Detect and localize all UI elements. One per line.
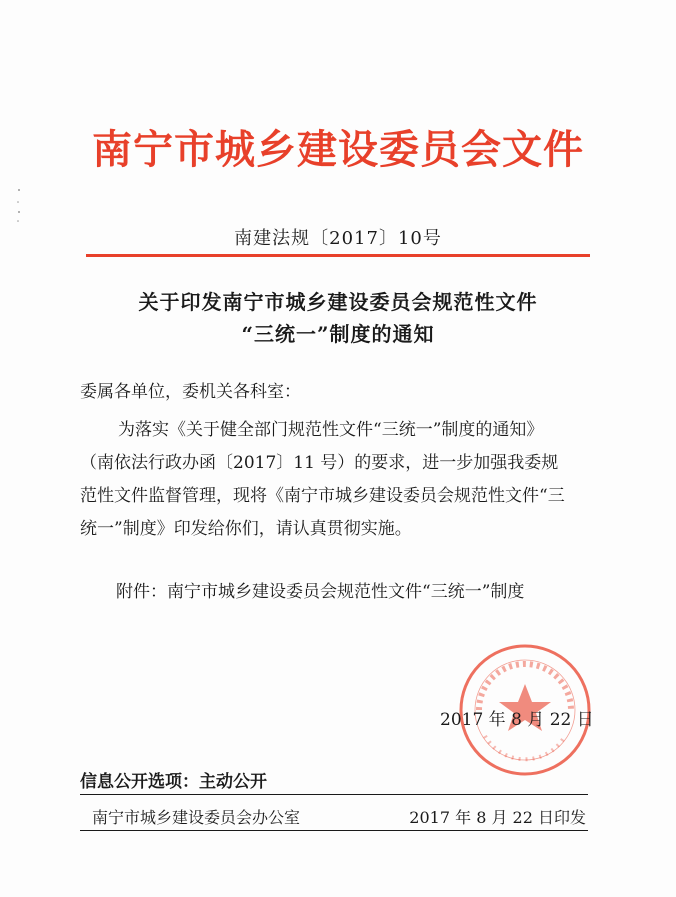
body-paragraph-line: 为落实《关于健全部门规范性文件“三统一”制度的通知》 [118,420,544,440]
document-header-title: 南宁市城乡建设委员会文件 [92,126,584,173]
signing-date: 2017 年 8 月 22 日 [440,710,594,730]
issue-date: 2017 年 8 月 22 日印发 [409,808,586,827]
info-disclosure-option: 信息公开选项：主动公开 [80,772,588,795]
header-red-rule [86,254,590,257]
notice-title-line1: 关于印发南宁市城乡建设委员会规范性文件 [138,290,538,314]
body-paragraph-line: 范性文件监督管理，现将《南宁市城乡建设委员会规范性文件“三 [80,486,565,506]
scan-artifact [16,186,22,226]
issuing-office: 南宁市城乡建设委员会办公室 [92,808,301,827]
body-paragraph-line: （南依法行政办函〔2017〕11 号）的要求，进一步加强我委规 [80,453,559,473]
document-number: 南建法规〔2017〕10号 [234,228,442,249]
issue-footer [80,808,588,831]
attachment-line: 附件：南宁市城乡建设委员会规范性文件“三统一”制度 [116,582,525,602]
salutation: 委属各单位，委机关各科室： [80,382,301,402]
notice-title-line2: “三统一”制度的通知 [241,322,435,346]
body-paragraph-line: 统一”制度》印发给你们，请认真贯彻实施。 [80,519,412,539]
